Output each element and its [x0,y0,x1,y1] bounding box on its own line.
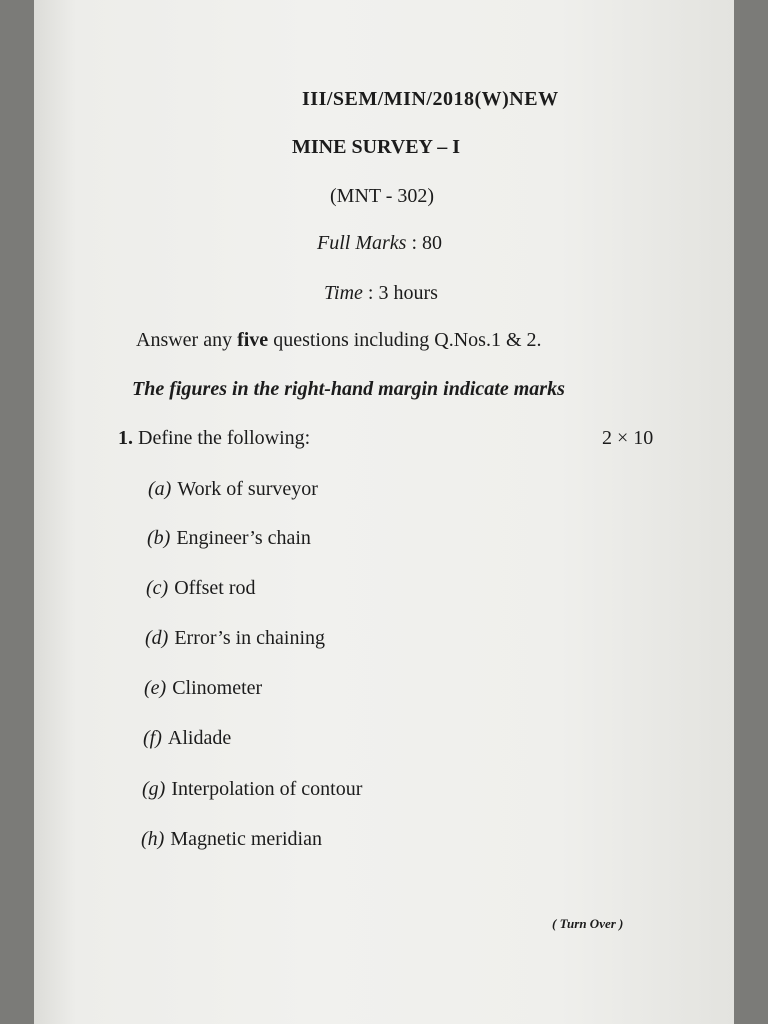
item-text: Interpolation of contour [171,778,363,800]
item-text: Work of surveyor [177,478,318,500]
item-text: Offset rod [174,577,256,599]
item-text: Alidade [167,727,232,749]
item-text: Error’s in chaining [174,627,326,649]
instruction-line-1 [136,329,542,352]
list-item [147,527,311,550]
list-item [148,478,318,501]
time-value: : 3 hours [367,282,438,304]
paper-code-header: III/SEM/MIN/2018(W)NEW [302,88,559,110]
question-number: 1. [118,427,133,449]
item-label: (c) [146,577,169,599]
paper-code: (MNT - 302) [330,185,435,207]
list-item [143,727,231,750]
item-label: (d) [145,627,169,649]
instruction-prefix: Answer any [136,329,238,351]
item-label: (f) [143,727,162,749]
item-label: (h) [141,828,165,850]
full-marks-value: : 80 [411,232,442,254]
item-text: Engineer’s chain [176,527,311,549]
item-label: (b) [147,527,171,549]
question-text: Define the following: [138,427,311,449]
full-marks [317,232,442,255]
item-label: (a) [148,478,172,500]
turn-over-note: ( Turn Over ) [552,916,624,931]
full-marks-label: Full Marks [317,232,407,254]
list-item [145,627,325,650]
item-label: (e) [144,677,167,699]
subject-title: MINE SURVEY – I [292,136,461,158]
instruction-bold: five [237,329,269,351]
item-label: (g) [142,778,166,800]
list-item [141,828,322,851]
time-label: Time [324,282,363,304]
question-marks: 2 × 10 [602,427,654,449]
item-text: Magnetic meridian [170,828,322,850]
list-item [144,677,262,700]
exam-page [34,0,734,1024]
question-1 [118,427,310,450]
time-allowed [324,282,438,305]
list-item [146,577,255,600]
list-item [142,778,362,801]
instruction-suffix: questions including Q.Nos.1 & 2. [268,329,542,351]
item-text: Clinometer [172,677,263,699]
instruction-line-2: The figures in the right-hand margin indicate marks [132,378,565,400]
